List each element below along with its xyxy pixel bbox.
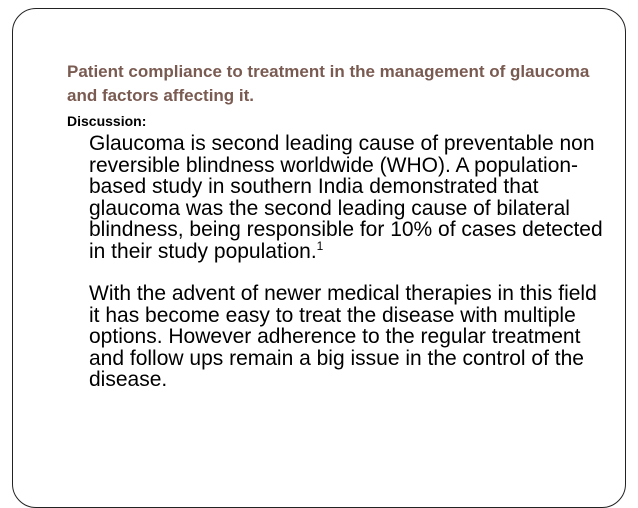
slide-title: Patient compliance to treatment in the management of glaucoma and factors affecting it. bbox=[67, 62, 590, 105]
bullet-text: Glaucoma is second leading cause of preventable non reversible blindness worldwide (WHO). A population-based study in southern India demonstrated that glaucoma was the second leading cause of bilateral blindness, being responsible for 10% of cases detected in their study population. bbox=[89, 132, 603, 263]
citation-superscript: 1 bbox=[316, 238, 324, 253]
discussion-heading: Discussion: bbox=[67, 113, 147, 129]
bullet-list bbox=[67, 133, 607, 391]
bullet-item-medical-therapies bbox=[67, 283, 607, 391]
slide-content bbox=[67, 60, 607, 391]
bullet-item-glaucoma-cause bbox=[67, 133, 607, 262]
bullet-text: With the advent of newer medical therapies in this field it has become easy to treat the disease with multiple options. However adherence to the regular treatment and follow ups remain a big issue in the control of the disease. bbox=[89, 282, 597, 391]
